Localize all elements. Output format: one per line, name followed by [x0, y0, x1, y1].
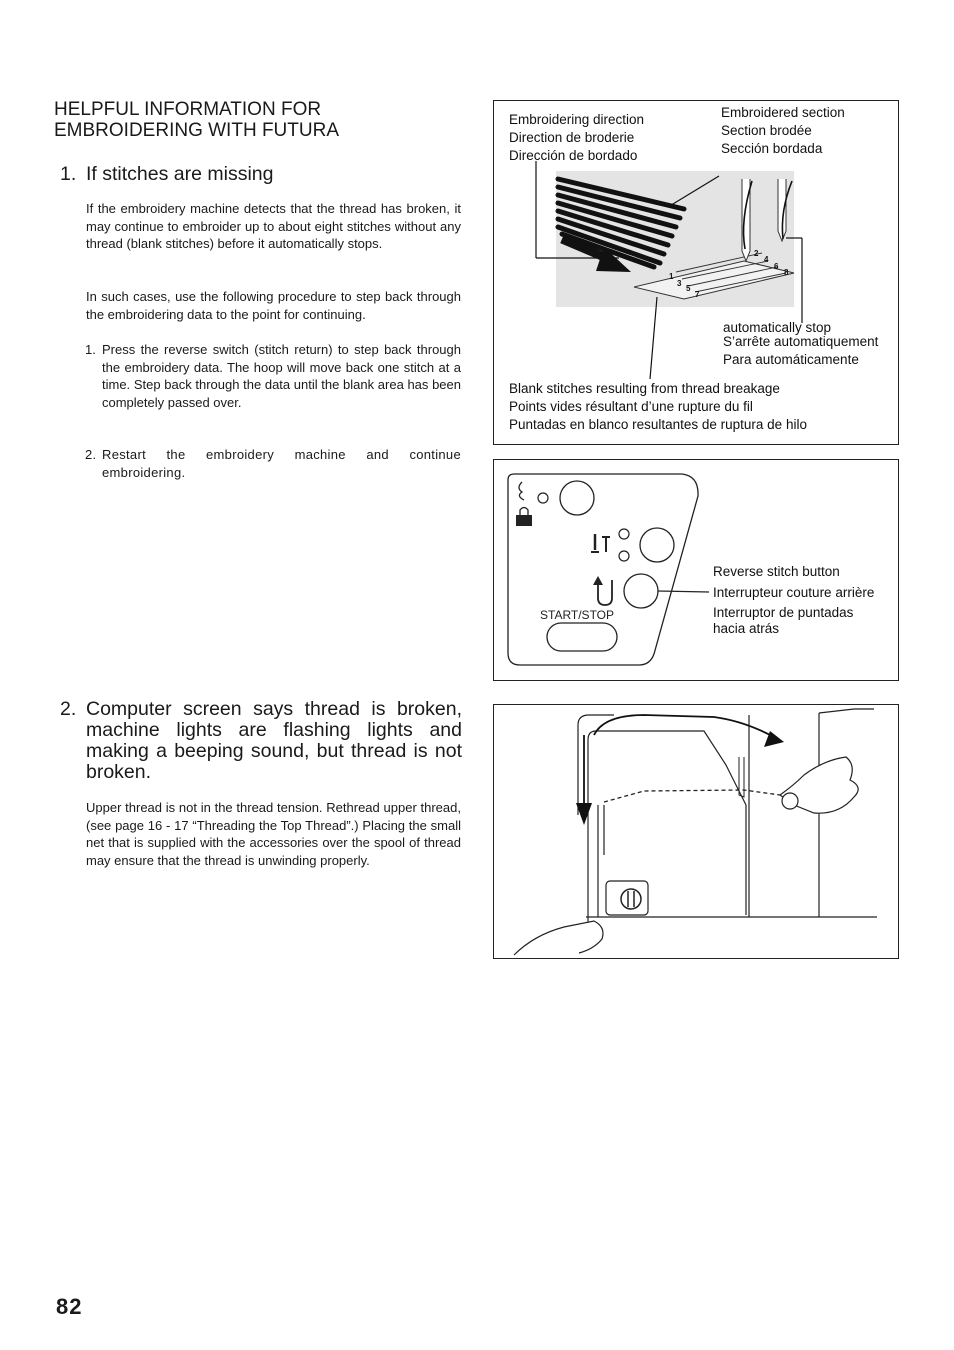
section-1-heading — [60, 163, 273, 186]
label-direction-es: Dirección de bordado — [509, 148, 638, 163]
section-2-heading — [60, 699, 462, 783]
label-reverse-es-2: hacia atrás — [713, 621, 780, 636]
page-number: 82 — [56, 1294, 83, 1319]
thread-path — [604, 790, 780, 802]
stitch-number-8: 8 — [784, 268, 789, 277]
step-number: 2. — [85, 447, 97, 462]
label-stop-fr: S’arrête automatiquement — [723, 334, 879, 349]
stitch-number-6: 6 — [774, 262, 779, 271]
section-2-paragraph: Upper thread is not in the thread tension. Rethread upper thread, (see page 16 - 17 “Threading the Top Thread”.) Placing the small net that is supplied with the accessories over the spool of thread may ensure that the thread is unwinding properly. — [86, 800, 461, 868]
figure-blank-stitches — [493, 100, 899, 445]
figure-rethread — [493, 704, 899, 959]
reverse-stitch-button — [624, 574, 658, 608]
label-blank-fr: Points vides résultant d’une rupture du fil — [509, 399, 753, 414]
label-direction-fr: Direction de broderie — [509, 130, 635, 145]
stitch-number-2: 2 — [754, 249, 759, 258]
label-stop-en: automatically stop — [723, 320, 832, 335]
figure-control-panel — [493, 459, 899, 681]
label-blank-es: Puntadas en blanco resultantes de ruptura de hilo — [509, 417, 807, 432]
label-blank-en: Blank stitches resulting from thread breakage — [509, 381, 780, 396]
arrow-up-right — [594, 715, 774, 737]
stitch-number-5: 5 — [686, 284, 691, 293]
page-heading: HELPFUL INFORMATION FOR EMBROIDERING WITH FUTURA — [54, 99, 339, 141]
section-1-paragraph-2: In such cases, use the following procedure to step back through the embroidering data to the point for continuing. — [86, 289, 461, 322]
stitch-number-4: 4 — [764, 255, 769, 264]
stitch-number-1: 1 — [669, 272, 674, 281]
section-2-title: Computer screen says thread is broken, machine lights are flashing lights and making a beeping sound, but thread is not broken. — [86, 698, 462, 783]
label-reverse-es-1: Interruptor de puntadas — [713, 605, 854, 620]
indicator-light-3 — [619, 551, 629, 561]
section-1-title: If stitches are missing — [86, 163, 274, 185]
label-embroidered-es: Sección bordada — [721, 141, 823, 156]
label-direction-en: Embroidering direction — [509, 112, 645, 127]
label-reverse-fr: Interrupteur couture arrière — [713, 585, 875, 600]
indicator-light-2 — [619, 529, 629, 539]
label-embroidered-fr: Section brodée — [721, 123, 812, 138]
stitch-number-7: 7 — [695, 290, 700, 299]
section-2-number: 2. — [60, 698, 77, 720]
section-1-step-1 — [86, 341, 461, 411]
indicator-light-1 — [538, 493, 548, 503]
step-text: Restart the embroidery machine and continue embroidering. — [102, 447, 461, 480]
round-button-2 — [640, 528, 674, 562]
section-1-step-2 — [86, 446, 461, 481]
start-stop-label: START/STOP — [540, 608, 615, 622]
step-number: 1. — [85, 342, 96, 357]
rethread-illustration — [494, 705, 898, 958]
round-button-1 — [560, 481, 594, 515]
start-stop-button — [547, 623, 617, 651]
label-stop-es: Para automáticamente — [723, 352, 859, 367]
label-embroidered-en: Embroidered section — [721, 105, 845, 120]
section-1-paragraph-1: If the embroidery machine detects that the thread has broken, it may continue to embroider up to about eight stitches without any thread (blank stitches) before it automatically stops. — [86, 201, 461, 251]
section-1-number: 1. — [60, 163, 77, 185]
lock-icon — [516, 515, 532, 526]
stitch-number-3: 3 — [677, 279, 682, 288]
label-reverse-en: Reverse stitch button — [713, 564, 840, 579]
left-hand — [514, 921, 603, 955]
step-text: Press the reverse switch (stitch return) to step back through the embroidery data. The hoop will move back one stitch at a time. Step back through the data until the blank area has been completely passed over. — [102, 342, 461, 410]
